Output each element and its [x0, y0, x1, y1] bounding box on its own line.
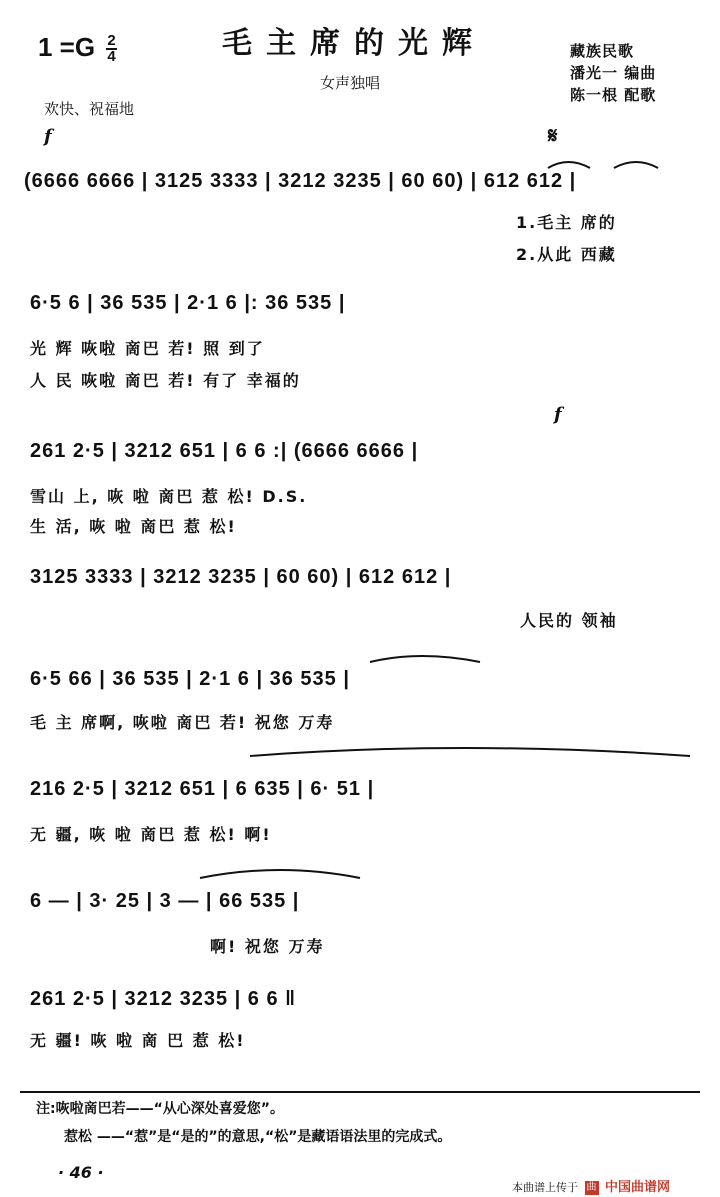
credit-1: 藏族民歌: [570, 42, 635, 60]
song-title: 毛主席的光辉: [222, 26, 486, 61]
notation-row-1: (6666 6666 | 3125 3333 | 3212 3235 | 60 60) | 612 612 |: [24, 170, 577, 192]
notation-row-5: 6·5 66 | 36 535 | 2·1 6 | 36 535 |: [30, 668, 350, 690]
lyric-row-6: 无 疆, 咴 啦 啇巴 惹 松! 啊!: [30, 825, 272, 844]
key-text: 1 =G: [38, 32, 96, 62]
segno-mark: 𝄋: [548, 124, 558, 149]
lyric-row-7: 啊! 祝您 万寿: [210, 937, 325, 956]
site-name: 中国曲谱网: [605, 1180, 671, 1195]
credit-2: 潘光一 编曲: [570, 64, 657, 82]
notation-row-6: 216 2·5 | 3212 651 | 6 635 | 6· 51 |: [30, 778, 375, 800]
lyric-row-2-verse-1: 光 辉 咴啦 啇巴 若! 照 到了: [30, 339, 265, 358]
annotation-line-2: 惹松 ——“惹”是“是的”的意思,“松”是藏语语法里的完成式。: [64, 1129, 452, 1145]
tie: [200, 870, 360, 878]
slur: [548, 162, 590, 168]
source-credit: [512, 1176, 670, 1195]
notation-row-8: 261 2·5 | 3212 3235 | 6 6 ‖: [30, 988, 297, 1010]
lyric-row-8: 无 疆! 咴 啦 啇 巴 惹 松!: [30, 1031, 246, 1050]
subtitle: 女声独唱: [320, 74, 381, 92]
lyric-row-3-verse-1: 雪山 上, 咴 啦 啇巴 惹 松! D.S.: [30, 487, 308, 506]
time-bottom: 4: [107, 48, 116, 66]
notation-row-7: 6 — | 3· 25 | 3 — | 66 535 |: [30, 890, 300, 912]
dynamic-forte-2: f: [554, 404, 562, 425]
lyric-row-5: 毛 主 席啊, 咴啦 啇巴 若! 祝您 万寿: [30, 713, 335, 732]
credit-3: 陈一根 配歌: [570, 86, 657, 104]
notation-row-4: 3125 3333 | 3212 3235 | 60 60) | 612 612 |: [30, 566, 452, 588]
lyric-row-1-verse-1: 1.毛主 席的: [516, 213, 617, 232]
annotation-line-1: 注:咴啦啇巴若——“从心深处喜爱您”。: [36, 1101, 285, 1117]
lyric-row-3-verse-2: 生 活, 咴 啦 啇巴 惹 松!: [30, 517, 237, 536]
site-logo-icon: 曲: [586, 1182, 597, 1193]
page-number: · 46 ·: [58, 1163, 104, 1182]
slur: [614, 162, 658, 168]
lyric-row-1-verse-2: 2.从此 西藏: [516, 245, 617, 264]
tempo-marking: 欢快、祝福地: [44, 100, 135, 118]
lyric-row-4: 人民的 领袖: [520, 611, 618, 630]
lyric-row-2-verse-2: 人 民 咴啦 啇巴 若! 有了 幸福的: [30, 371, 301, 390]
dynamic-forte: f: [44, 126, 52, 147]
slur: [370, 656, 480, 662]
source-text: 本曲谱上传于: [512, 1181, 578, 1194]
notation-row-2: 6·5 6 | 36 535 | 2·1 6 |: 36 535 |: [30, 292, 346, 314]
notation-row-3: 261 2·5 | 3212 651 | 6 6 :| (6666 6666 |: [30, 440, 419, 462]
tie-long: [250, 748, 690, 756]
time-top: 2: [107, 32, 116, 50]
